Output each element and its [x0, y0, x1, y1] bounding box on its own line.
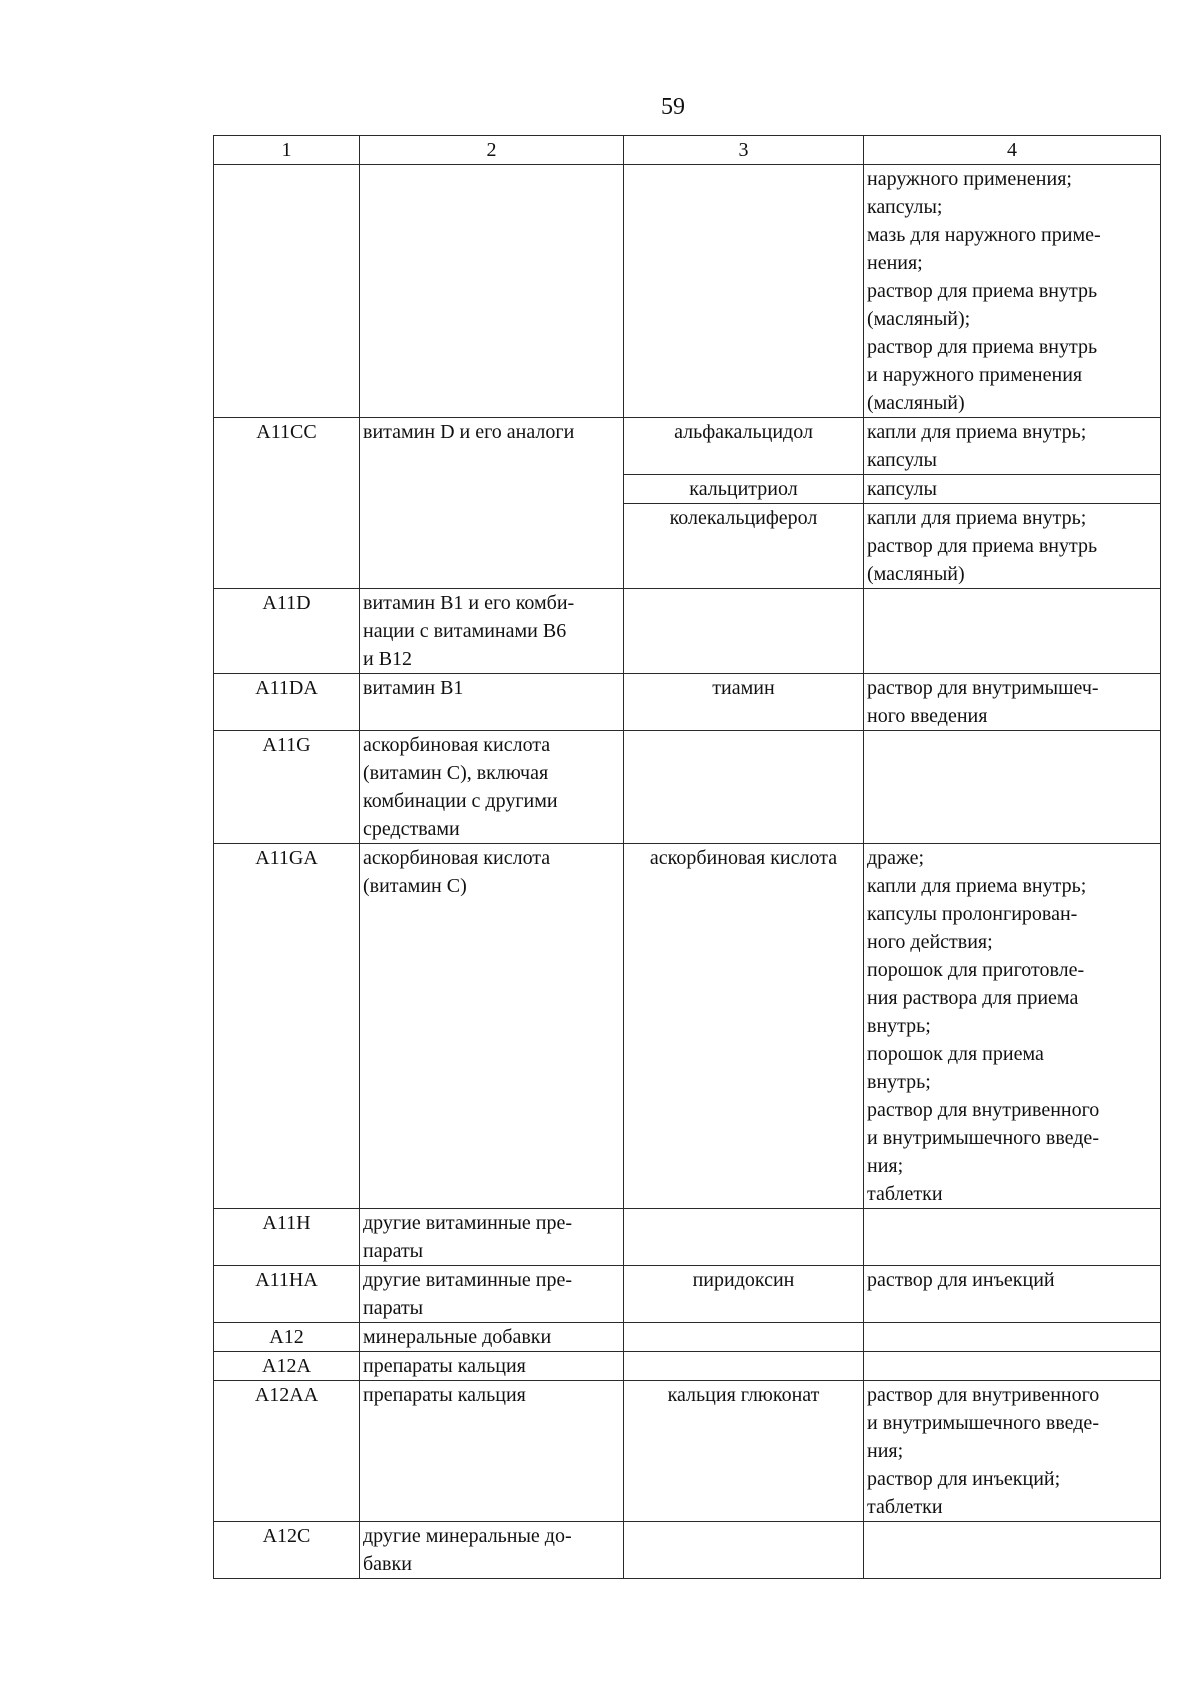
dosage-form-line: раствор для внутримышеч- [867, 677, 1099, 699]
table-row [214, 1323, 1161, 1352]
group-name-line: другие минеральные до- [363, 1525, 572, 1547]
dosage-form-line: капсулы [867, 478, 937, 500]
dosage-forms-cell [864, 418, 1161, 475]
substance-cell: альфакальцидол [624, 418, 864, 475]
column-header-3: 3 [624, 136, 864, 165]
table-row [214, 589, 1161, 674]
group-name-cell [360, 1522, 624, 1579]
group-name-cell [360, 844, 624, 1209]
dosage-forms-cell [864, 475, 1161, 504]
group-name-line: витамин B1 и его комби- [363, 592, 575, 614]
dosage-form-line: нения; [867, 252, 923, 274]
group-name-line: витамин D и его аналоги [363, 421, 575, 443]
page-number: 59 [661, 94, 685, 120]
substance-cell: пиридоксин [624, 1266, 864, 1323]
dosage-form-line: раствор для приема внутрь [867, 280, 1098, 302]
dosage-form-line: раствор для инъекций; [867, 1468, 1061, 1490]
group-name-line: аскорбиновая кислота [363, 847, 551, 869]
dosage-forms-cell [864, 1381, 1161, 1522]
column-header-2: 2 [360, 136, 624, 165]
dosage-forms-cell [864, 731, 1161, 844]
dosage-form-line: и наружного применения [867, 364, 1083, 386]
dosage-forms-cell [864, 1352, 1161, 1381]
substance-cell: колекальциферол [624, 504, 864, 589]
dosage-form-line: раствор для приема внутрь [867, 336, 1098, 358]
group-name-cell [360, 1323, 624, 1352]
dosage-form-line: (масляный) [867, 392, 965, 414]
group-name-line: другие витаминные пре- [363, 1269, 573, 1291]
dosage-form-line: ного введения [867, 705, 988, 727]
atc-code-cell [214, 165, 360, 418]
dosage-forms-cell [864, 1266, 1161, 1323]
table-row [214, 1266, 1161, 1323]
table-row [214, 674, 1161, 731]
group-name-line: другие витаминные пре- [363, 1212, 573, 1234]
group-name-cell [360, 589, 624, 674]
group-name-line: и B12 [363, 648, 413, 670]
atc-code-cell: A11H [214, 1209, 360, 1266]
substance-cell: кальцитриол [624, 475, 864, 504]
group-name-cell [360, 418, 624, 589]
table-row [214, 418, 1161, 475]
group-name-line: параты [363, 1297, 424, 1319]
dosage-form-line: капсулы [867, 449, 937, 471]
dosage-form-line: таблетки [867, 1183, 943, 1205]
substance-cell [624, 1323, 864, 1352]
group-name-line: препараты кальция [363, 1355, 526, 1377]
group-name-cell [360, 1266, 624, 1323]
atc-code-cell: A11HA [214, 1266, 360, 1323]
table-row [214, 731, 1161, 844]
group-name-line: минеральные добавки [363, 1326, 552, 1348]
dosage-form-line: раствор для внутривенного [867, 1099, 1100, 1121]
group-name-cell [360, 731, 624, 844]
group-name-line: комбинации с другими [363, 790, 558, 812]
substance-cell: аскорбиновая кислота [624, 844, 864, 1209]
group-name-cell [360, 165, 624, 418]
dosage-form-line: мазь для наружного приме- [867, 224, 1101, 246]
dosage-form-line: внутрь; [867, 1071, 931, 1093]
group-name-line: средствами [363, 818, 460, 840]
atc-code-cell: A12 [214, 1323, 360, 1352]
dosage-form-line: (масляный) [867, 563, 965, 585]
atc-code-cell: A11GA [214, 844, 360, 1209]
group-name-line: параты [363, 1240, 424, 1262]
substance-cell [624, 1209, 864, 1266]
drug-table [213, 135, 1161, 1579]
dosage-forms-cell [864, 504, 1161, 589]
group-name-cell [360, 1209, 624, 1266]
table-row [214, 1352, 1161, 1381]
atc-code-cell: A11CC [214, 418, 360, 589]
column-header-4: 4 [864, 136, 1161, 165]
dosage-form-line: раствор для инъекций [867, 1269, 1055, 1291]
dosage-form-line: раствор для приема внутрь [867, 535, 1098, 557]
dosage-form-line: и внутримышечного введе- [867, 1127, 1099, 1149]
dosage-form-line: раствор для внутривенного [867, 1384, 1100, 1406]
substance-cell: кальция глюконат [624, 1381, 864, 1522]
dosage-form-line: капсулы пролонгирован- [867, 903, 1078, 925]
dosage-form-line: внутрь; [867, 1015, 931, 1037]
dosage-form-line: таблетки [867, 1496, 943, 1518]
group-name-line: нации с витаминами B6 [363, 620, 567, 642]
dosage-forms-cell [864, 589, 1161, 674]
dosage-form-line: капли для приема внутрь; [867, 875, 1087, 897]
dosage-forms-cell [864, 1522, 1161, 1579]
atc-code-cell: A12AA [214, 1381, 360, 1522]
table-row [214, 1209, 1161, 1266]
dosage-forms-cell [864, 844, 1161, 1209]
dosage-form-line: капли для приема внутрь; [867, 507, 1087, 529]
group-name-line: (витамин C), включая [363, 762, 549, 784]
table-row [214, 1522, 1161, 1579]
group-name-line: бавки [363, 1553, 412, 1575]
atc-code-cell: A11DA [214, 674, 360, 731]
table-row [214, 165, 1161, 418]
group-name-cell [360, 674, 624, 731]
dosage-form-line: и внутримышечного введе- [867, 1412, 1099, 1434]
dosage-form-line: драже; [867, 847, 925, 869]
dosage-form-line: порошок для приема [867, 1043, 1044, 1065]
dosage-form-line: ного действия; [867, 931, 993, 953]
dosage-form-line: капли для приема внутрь; [867, 421, 1087, 443]
substance-cell [624, 165, 864, 418]
dosage-forms-cell [864, 1209, 1161, 1266]
dosage-form-line: порошок для приготовле- [867, 959, 1085, 981]
group-name-cell [360, 1352, 624, 1381]
substance-cell: тиамин [624, 674, 864, 731]
group-name-line: витамин B1 [363, 677, 464, 699]
dosage-form-line: (масляный); [867, 308, 971, 330]
dosage-forms-cell [864, 1323, 1161, 1352]
group-name-line: препараты кальция [363, 1384, 526, 1406]
group-name-cell [360, 1381, 624, 1522]
atc-code-cell: A12A [214, 1352, 360, 1381]
dosage-forms-cell [864, 674, 1161, 731]
group-name-line: аскорбиновая кислота [363, 734, 551, 756]
substance-cell [624, 1522, 864, 1579]
group-name-line: (витамин C) [363, 875, 467, 897]
dosage-form-line: ния раствора для приема [867, 987, 1079, 1009]
table-header-row [214, 136, 1161, 165]
dosage-form-line: ния; [867, 1155, 904, 1177]
dosage-form-line: наружного применения; [867, 168, 1072, 190]
table-row [214, 1381, 1161, 1522]
dosage-forms-cell [864, 165, 1161, 418]
substance-cell [624, 731, 864, 844]
dosage-form-line: ния; [867, 1440, 904, 1462]
atc-code-cell: A11D [214, 589, 360, 674]
column-header-1: 1 [214, 136, 360, 165]
atc-code-cell: A11G [214, 731, 360, 844]
atc-code-cell: A12C [214, 1522, 360, 1579]
table-row [214, 844, 1161, 1209]
substance-cell [624, 589, 864, 674]
substance-cell [624, 1352, 864, 1381]
dosage-form-line: капсулы; [867, 196, 943, 218]
